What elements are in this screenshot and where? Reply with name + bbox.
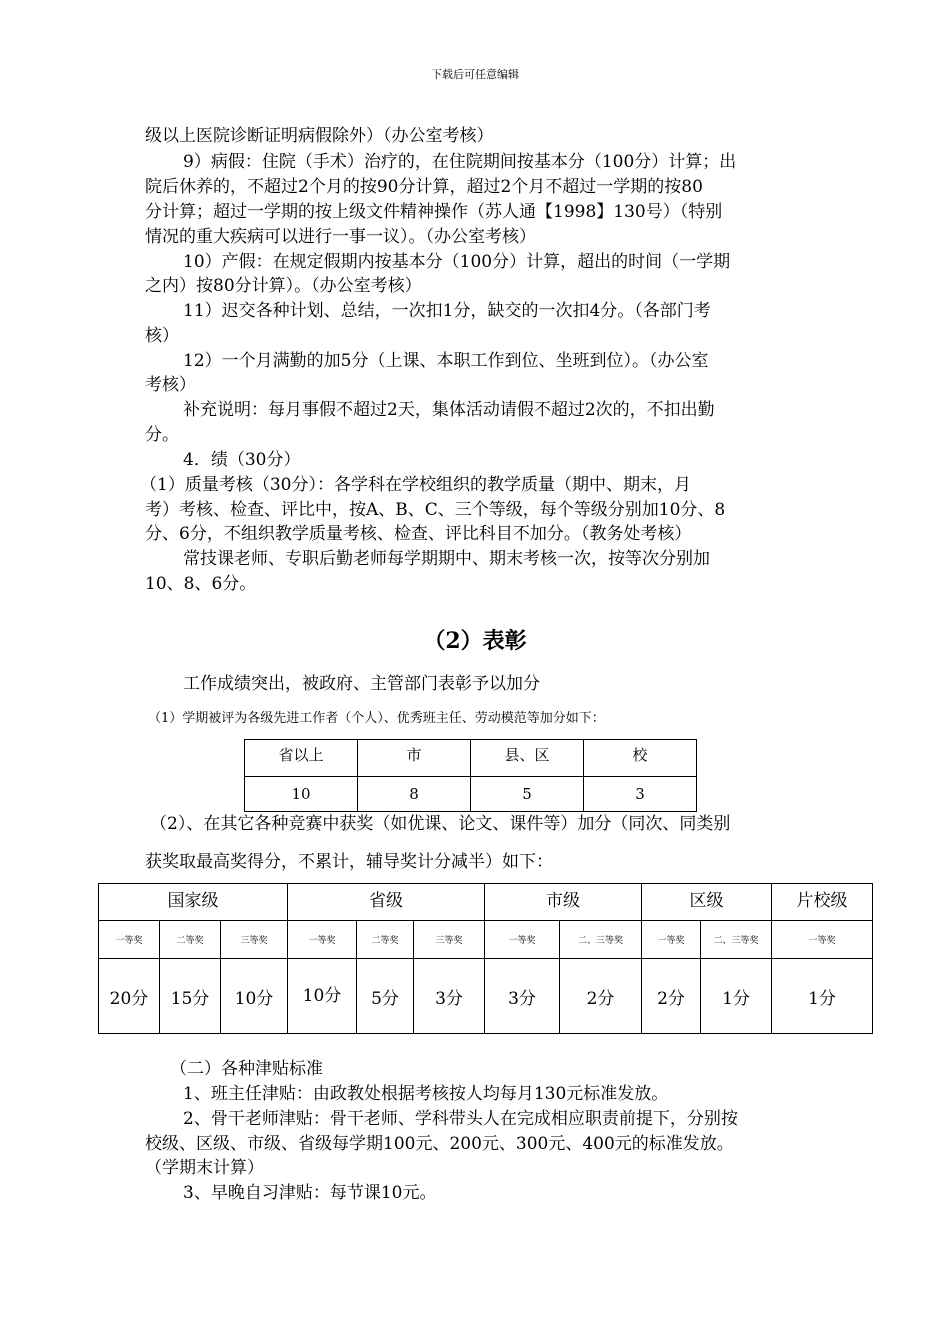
text-line: 分计算；超过一学期的按上级文件精神操作（苏人通【1998】130号）（特别	[145, 202, 723, 222]
commend-intro: 工作成绩突出，被政府、主管部门表彰予以加分	[183, 674, 540, 694]
commend-score-table	[244, 739, 697, 812]
table-header-cell: 校	[584, 740, 697, 777]
table-cell: 3	[584, 777, 697, 812]
text-line: 情况的重大疾病可以进行一事一议）。（办公室考核）	[145, 227, 536, 247]
text-line: 分、6分，不组织教学质量考核、检查、评比科目不加分。（教务处考核）	[145, 524, 692, 544]
level-national: 国家级	[99, 884, 288, 921]
points-cell: 3分	[414, 959, 485, 1034]
rank-cell: 一等奖	[99, 921, 160, 959]
rank-cell: 一等奖	[485, 921, 560, 959]
text-line: 补充说明：每月事假不超过2天，集体活动请假不超过2次的，不扣出勤	[183, 400, 715, 420]
allowance-line: 3、早晚自习津贴：每节课10元。	[183, 1183, 437, 1203]
rank-cell: 二等奖	[357, 921, 414, 959]
commend-item-2-cont: 获奖取最高奖得分，不累计，辅导奖计分减半）如下：	[145, 852, 553, 872]
text-line: 之内）按80分计算）。（办公室考核）	[145, 276, 422, 296]
text-line: 11）迟交各种计划、总结，一次扣1分，缺交的一次扣4分。（各部门考	[183, 301, 711, 321]
points-cell: 1分	[772, 959, 873, 1034]
text-line: 院后休养的，不超过2个月的按90分计算，超过2个月不超过一学期的按80	[145, 177, 703, 197]
text-line: 分。	[145, 425, 179, 445]
section-title: （2）表彰	[423, 628, 527, 654]
points-cell: 10分	[221, 959, 288, 1034]
text-line: 考核）	[145, 375, 196, 395]
allowance-title: （二）各种津贴标准	[170, 1059, 323, 1079]
commend-item-1: （1）学期被评为各级先进工作者（个人）、优秀班主任、劳动模范等加分如下：	[148, 711, 605, 726]
level-provincial: 省级	[288, 884, 485, 921]
points-cell: 15分	[160, 959, 221, 1034]
page-header: 下载后可任意编辑	[431, 68, 519, 81]
level-school: 片校级	[772, 884, 873, 921]
text-line: 常技课老师、专职后勤老师每学期期中、期末考核一次，按等次分别加	[183, 549, 710, 569]
level-district: 区级	[642, 884, 772, 921]
points-cell: 3分	[485, 959, 560, 1034]
table-cell: 5	[471, 777, 584, 812]
text-line: 10）产假：在规定假期内按基本分（100分）计算，超出的时间（一学期	[183, 252, 731, 272]
text-line: （1）质量考核（30分）：各学科在学校组织的教学质量（期中、期末，月	[140, 475, 691, 495]
rank-cell: 三等奖	[414, 921, 485, 959]
points-cell: 1分	[701, 959, 772, 1034]
points-cell: 5分	[357, 959, 414, 1034]
rank-cell: 二、三等奖	[560, 921, 642, 959]
rank-cell: 一等奖	[288, 921, 357, 959]
table-header-cell: 县、区	[471, 740, 584, 777]
allowance-line: 校级、区级、市级、省级每学期100元、200元、300元、400元的标准发放。	[145, 1134, 734, 1154]
allowance-line: 2、骨干老师津贴：骨干老师、学科带头人在完成相应职责前提下，分别按	[183, 1109, 738, 1129]
text-line: 4．绩（30分）	[183, 450, 301, 470]
text-line: 10、8、6分。	[145, 574, 257, 594]
table-header-cell: 市	[358, 740, 471, 777]
text-line: 级以上医院诊断证明病假除外）（办公室考核）	[145, 126, 494, 146]
text-line: 9）病假：住院（手术）治疗的，在住院期间按基本分（100分）计算；出	[183, 152, 737, 172]
rank-cell: 二等奖	[160, 921, 221, 959]
text-line: 核）	[145, 326, 179, 346]
commend-item-2: （2）、在其它各种竞赛中获奖（如优课、论文、课件等）加分（同次、同类别	[150, 814, 731, 834]
table-cell: 8	[358, 777, 471, 812]
text-line: 考）考核、检查、评比中，按A、B、C、三个等级，每个等级分别加10分、8	[145, 500, 726, 520]
points-cell: 2分	[642, 959, 701, 1034]
rank-cell: 二、三等奖	[701, 921, 772, 959]
table-header-cell: 省以上	[245, 740, 358, 777]
rank-cell: 三等奖	[221, 921, 288, 959]
rank-cell: 一等奖	[642, 921, 701, 959]
text-line: 12）一个月满勤的加5分（上课、本职工作到位、坐班到位）。（办公室	[183, 351, 709, 371]
competition-score-table	[98, 883, 873, 1034]
points-cell: 20分	[99, 959, 160, 1034]
points-cell: 10分	[288, 959, 357, 1034]
level-city: 市级	[485, 884, 642, 921]
allowance-line: 1、班主任津贴：由政教处根据考核按人均每月130元标准发放。	[183, 1084, 669, 1104]
points-cell: 2分	[560, 959, 642, 1034]
allowance-line: （学期末计算）	[145, 1158, 264, 1178]
rank-cell: 一等奖	[772, 921, 873, 959]
table-cell: 10	[245, 777, 358, 812]
